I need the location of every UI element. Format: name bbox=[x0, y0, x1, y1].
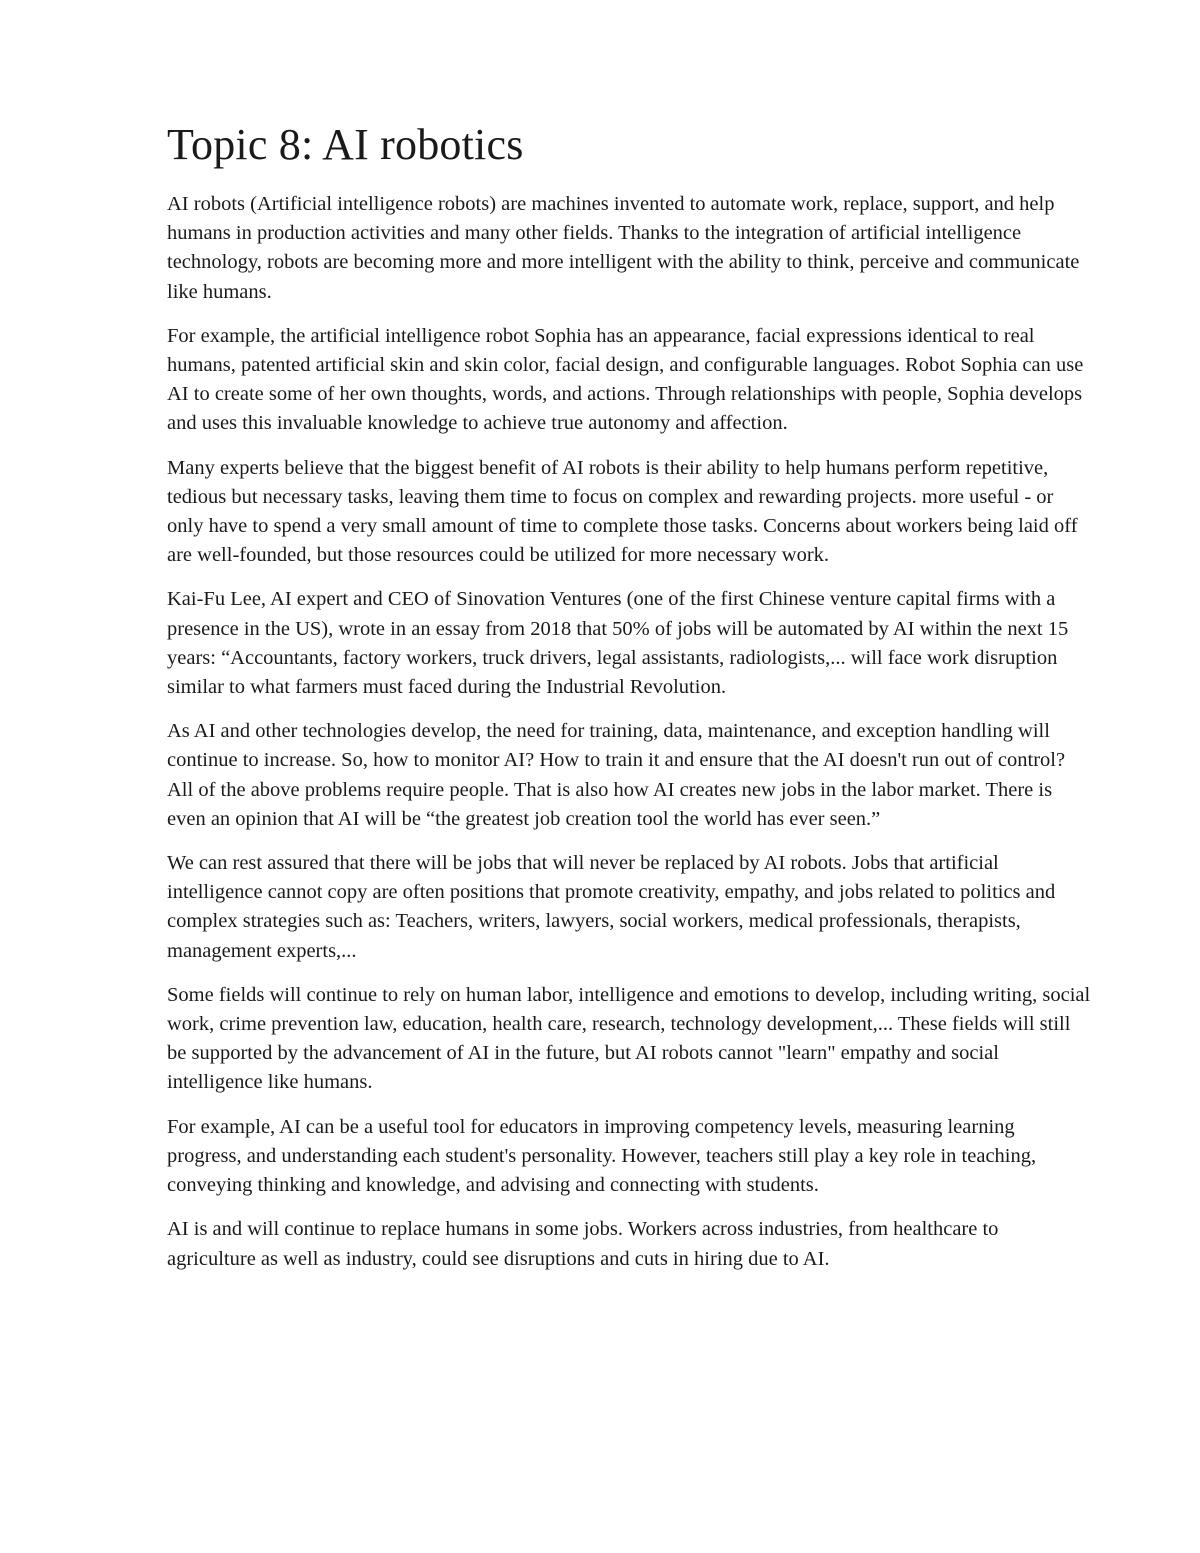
paragraph-6: We can rest assured that there will be jobs that will never be replaced by AI robots. Jobs that artificial intelligence cannot copy are often positions that promote creativity, empathy, and jobs related to politics and complex strategies such as: Teachers, writers, lawyers, social workers, medical professionals, therapists, management experts,... bbox=[167, 852, 1056, 962]
paragraph-4: Kai-Fu Lee, AI expert and CEO of Sinovation Ventures (one of the first Chinese venture capital firms with a presence in the US), wrote in an essay from 2018 that 50% of jobs will be automated by AI within the next 15 years: “Accountants, factory workers, truck drivers, legal assistants, radiologists,... will face work disruption similar to what farmers must faced during the Industrial Revolution. bbox=[167, 588, 1069, 699]
paragraph-2: For example, the artificial intelligence robot Sophia has an appearance, facial expressions identical to real humans, patented artificial skin and skin color, facial design, and configurable languages. Robot Sophia can use AI to create some of her own thoughts, words, and actions. Through relationships with people, Sophia develops and uses this invaluable knowledge to achieve true autonomy and affection. bbox=[167, 324, 1084, 435]
paragraph-7: Some fields will continue to rely on human labor, intelligence and emotions to develop, including writing, social work, crime prevention law, education, health care, research, technology development,... These fields will still be supported by the advancement of AI in the future, but AI robots cannot "learn" empathy and social intelligence like humans. bbox=[167, 983, 1091, 1094]
paragraph-5: As AI and other technologies develop, the need for training, data, maintenance, and exception handling will continue to increase. So, how to monitor AI? How to train it and ensure that the AI doesn't run out of control? All of the above problems require people. That is also how AI creates new jobs in the labor market. There is even an opinion that AI will be “the greatest job creation tool the world has ever seen.” bbox=[167, 720, 1066, 830]
paragraph-8: For example, AI can be a useful tool for educators in improving competency levels, measuring learning progress, and understanding each student's personality. However, teachers still play a key role in teaching, conveying thinking and knowledge, and advising and connecting with students. bbox=[167, 1115, 1037, 1197]
paragraph-1: AI robots (Artificial intelligence robots) are machines invented to automate work, replace, support, and help humans in production activities and many other fields. Thanks to the integration of artificial intelligence technology, robots are becoming more and more intelligent with the ability to think, perceive and communicate like humans. bbox=[167, 193, 1080, 303]
document-body bbox=[167, 114, 1092, 1289]
document-title: Topic 8: AI robotics bbox=[167, 120, 524, 169]
paragraph-3: Many experts believe that the biggest benefit of AI robots is their ability to help humans perform repetitive, tedious but necessary tasks, leaving them time to focus on complex and rewarding projects. more useful - or only have to spend a very small amount of time to complete those tasks. Concerns about workers being laid off are well-founded, but those resources could be utilized for more necessary work. bbox=[167, 456, 1078, 567]
paragraph-9: AI is and will continue to replace humans in some jobs. Workers across industries, from healthcare to agriculture as well as industry, could see disruptions and cuts in hiring due to AI. bbox=[167, 1218, 999, 1270]
